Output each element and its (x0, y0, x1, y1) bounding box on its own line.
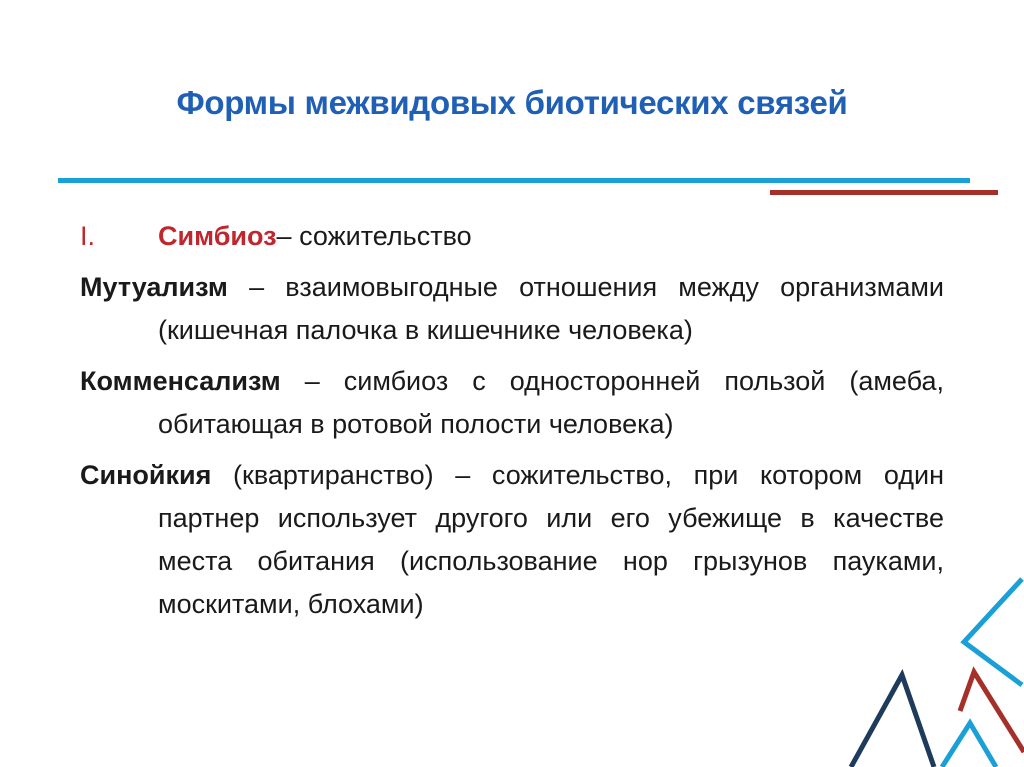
symbiosis-heading (80, 215, 944, 258)
definition-text: – симбиоз с односторонней пользой (амеба, обитающая в ротовой полости человека) (158, 366, 944, 439)
definition-text: (квартиранство) – сожительство, при котором один партнер использует другого или его убежище в качестве места обитания (использование нор грызунов пауками, москитами, блохами) (158, 460, 944, 619)
deco-navy-caret (851, 675, 934, 767)
title-underline-blue (58, 178, 970, 183)
title-underline-red (770, 190, 998, 195)
definition-commensalism (80, 360, 944, 446)
term-synoikia: Синойкия (80, 460, 212, 490)
symbiosis-term: Симбиоз (158, 221, 277, 251)
term-commensalism: Комменсализм (80, 366, 281, 396)
term-mutualism: Мутуализм (80, 272, 228, 302)
slide-title: Формы межвидовых биотических связей (176, 84, 848, 121)
corner-decoration (824, 527, 1024, 767)
definition-mutualism (80, 266, 944, 352)
deco-red-caret (960, 672, 1024, 752)
definition-synoikia (80, 454, 944, 626)
section-numeral: I. (80, 221, 96, 251)
slide-content (80, 215, 944, 634)
symbiosis-description: – сожительство (276, 221, 472, 251)
deco-teal-caret (942, 723, 996, 767)
definition-text: – взаимовыгодные отношения между организмами (кишечная палочка в кишечнике человека) (158, 272, 944, 345)
